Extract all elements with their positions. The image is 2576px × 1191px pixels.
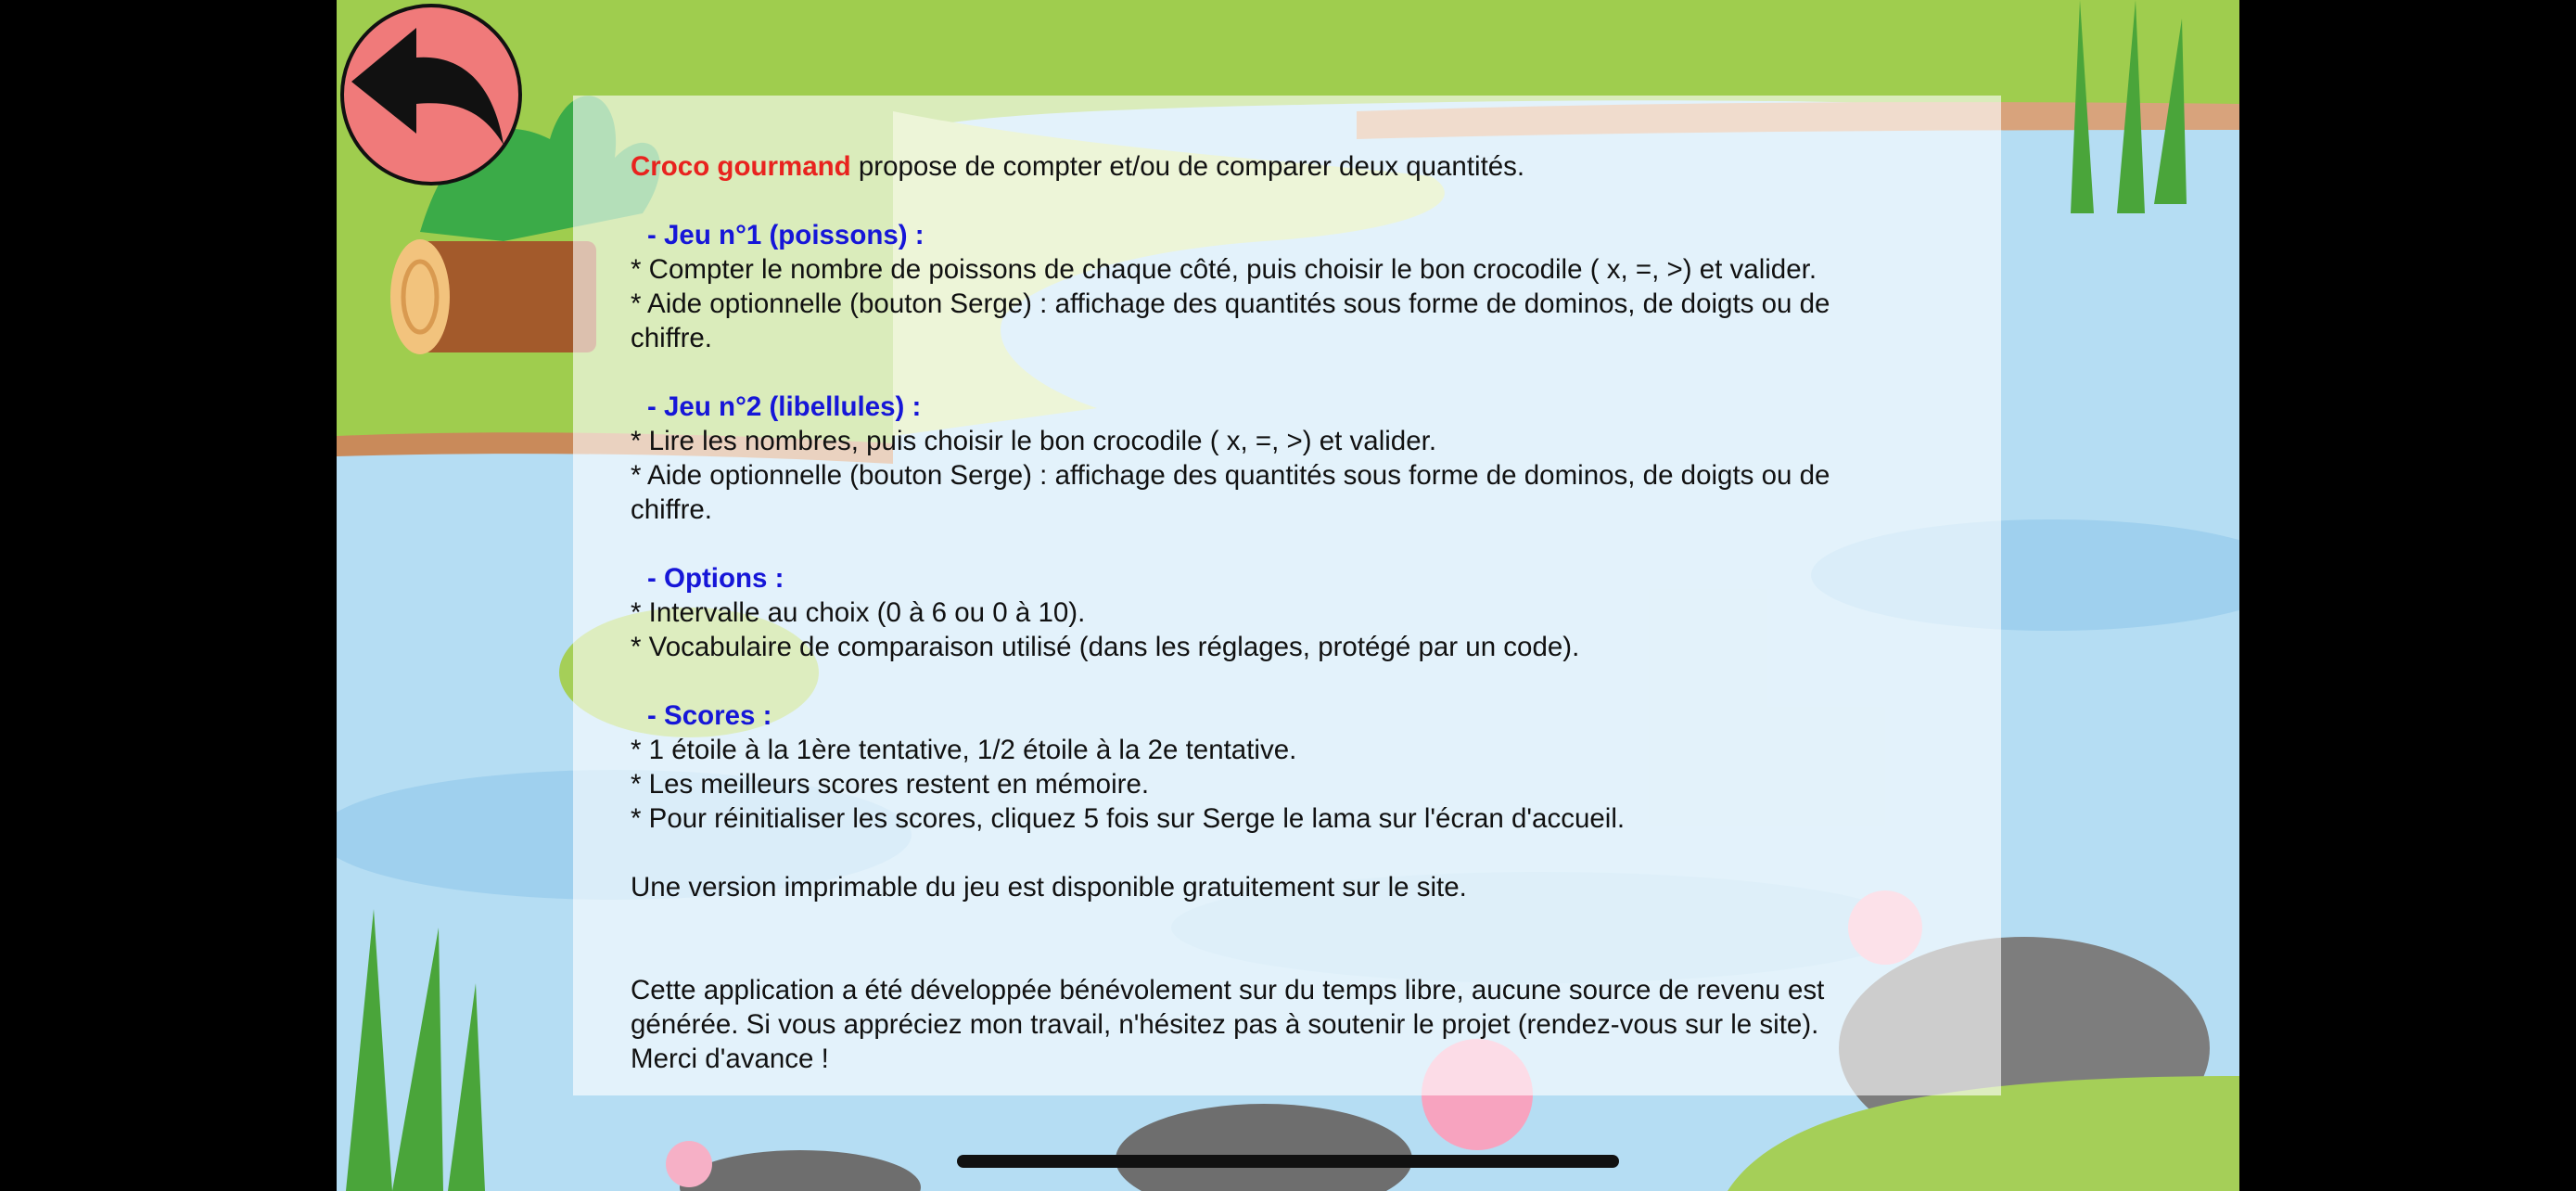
jeu2-line: * Lire les nombres, puis choisir le bon crocodile ( x, =, >) et valider. xyxy=(631,426,1437,456)
footer-line: Cette application a été développée bénévolement sur du temps libre, aucune source de revenu est xyxy=(631,975,1825,1005)
jeu2-line: chiffre. xyxy=(631,494,712,525)
jeu2-heading: - Jeu n°2 (libellules) : xyxy=(647,391,922,422)
printable-note: Une version imprimable du jeu est disponible gratuitement sur le site. xyxy=(631,872,1467,903)
jeu1-heading: - Jeu n°1 (poissons) : xyxy=(647,220,925,250)
back-button[interactable] xyxy=(340,4,522,186)
back-arrow-icon xyxy=(344,7,518,182)
intro-line xyxy=(631,149,1944,184)
home-indicator xyxy=(957,1155,1619,1168)
info-panel xyxy=(573,96,2001,1095)
options-line: * Vocabulaire de comparaison utilisé (dans les réglages, protégé par un code). xyxy=(631,632,1580,662)
footer-line: Merci d'avance ! xyxy=(631,1044,829,1074)
options-line: * Intervalle au choix (0 à 6 ou 0 à 10). xyxy=(631,597,1086,628)
scores-line: * Les meilleurs scores restent en mémoire. xyxy=(631,769,1150,800)
footer-line: générée. Si vous appréciez mon travail, n'hésitez pas à soutenir le projet (rendez-vous sur le site). xyxy=(631,1009,1819,1040)
scores-line: * 1 étoile à la 1ère tentative, 1/2 étoile à la 2e tentative. xyxy=(631,735,1297,765)
jeu1-line: chiffre. xyxy=(631,323,712,353)
jeu2-line: * Aide optionnelle (bouton Serge) : affichage des quantités sous forme de dominos, de doigts ou de xyxy=(631,460,1830,491)
options-heading: - Options : xyxy=(647,563,784,594)
intro-text: propose de compter et/ou de comparer deux quantités. xyxy=(850,151,1525,182)
scores-heading: - Scores : xyxy=(647,700,772,731)
scores-line: * Pour réinitialiser les scores, cliquez 5 fois sur Serge le lama sur l'écran d'accueil. xyxy=(631,803,1626,834)
jeu1-line: * Compter le nombre de poissons de chaque côté, puis choisir le bon crocodile ( x, =, >) et valider. xyxy=(631,254,1817,285)
app-name: Croco gourmand xyxy=(631,151,851,182)
jeu1-line: * Aide optionnelle (bouton Serge) : affichage des quantités sous forme de dominos, de doigts ou de xyxy=(631,288,1830,319)
